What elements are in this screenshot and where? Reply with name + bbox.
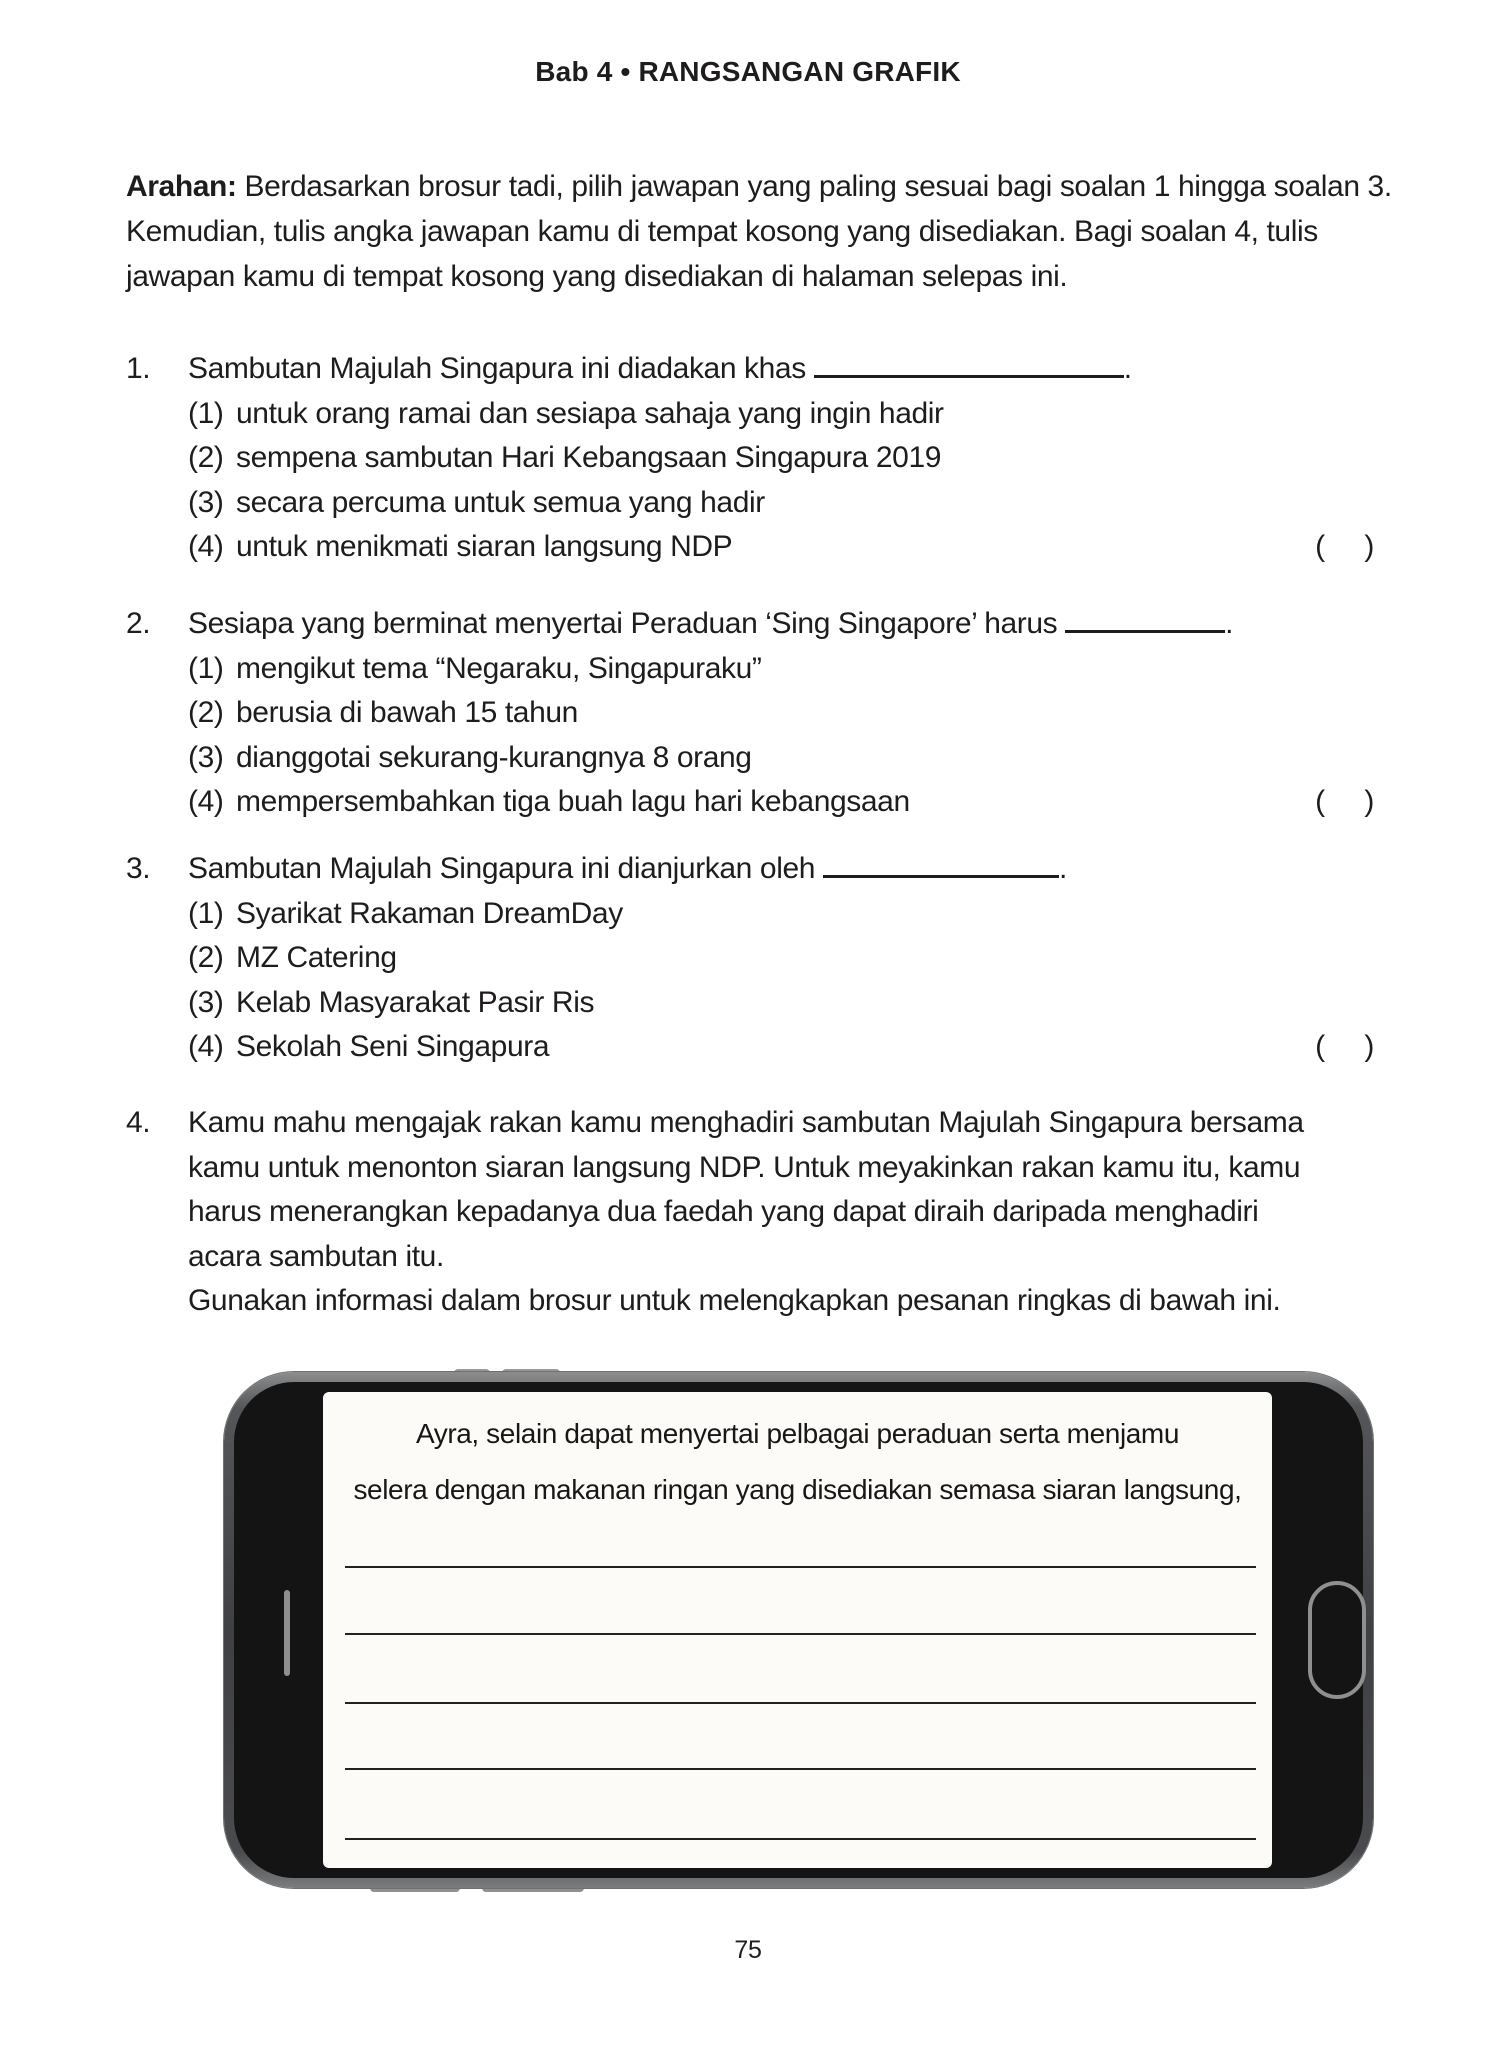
message-text-line1: Ayra, selain dapat menyertai pelbagai peraduan serta menjamu (415, 1418, 1180, 1449)
question-stem: Sesiapa yang berminat menyertai Peraduan ‘Sing Singapore’ harus . (188, 607, 1234, 640)
options-list (188, 392, 1388, 570)
question-paragraph: Kamu mahu mengajak rakan kamu menghadiri sambutan Majulah Singapura bersama kamu untuk menonton siaran langsung NDP. Untuk meyakinkan rakan kamu itu, kamu harus menerangkan kepadanya dua faedah yang dapat diraih daripada menghadiri acara sambutan itu. (188, 1106, 1304, 1273)
question-1 (126, 347, 1388, 570)
answer-blank (1065, 607, 1225, 633)
option-row: (1) mengikut tema “Negaraku, Singapuraku” (188, 651, 762, 685)
question-paragraph: Gunakan informasi dalam brosur untuk melengkapkan pesanan ringkas di bawah ini. (188, 1284, 1281, 1317)
home-button-icon (1308, 1581, 1366, 1699)
option-row: (4) Sekolah Seni Singapura ( ) (188, 1025, 1388, 1070)
question-stem: Sambutan Majulah Singapura ini dianjurkan oleh . (188, 852, 1067, 885)
option-row: (4) untuk menikmati siaran langsung NDP ( ) (188, 525, 1388, 570)
writing-line (345, 1566, 1256, 1568)
writing-line (345, 1768, 1256, 1770)
question-2 (126, 602, 1388, 825)
question-number: 4. (126, 1106, 151, 1139)
option-row: (4) mempersembahkan tiga buah lagu hari kebangsaan ( ) (188, 780, 1388, 825)
writing-line (345, 1702, 1256, 1704)
answer-blank (814, 352, 1124, 378)
phone-screen (323, 1392, 1272, 1868)
answer-bracket: ( ) (1315, 530, 1374, 563)
writing-line (345, 1633, 1256, 1635)
option-row: (2) berusia di bawah 15 tahun (188, 696, 578, 729)
earpiece-speaker-icon (284, 1590, 290, 1676)
option-row: (3) dianggotai sekurang-kurangnya 8 orang (188, 740, 752, 774)
option-row: (2) sempena sambutan Hari Kebangsaan Singapura 2019 (188, 441, 942, 474)
answer-bracket: ( ) (1315, 1030, 1374, 1063)
option-row: (2) MZ Catering (188, 941, 397, 974)
question-stem: Sambutan Majulah Singapura ini diadakan khas . (188, 352, 1132, 385)
options-list (188, 892, 1388, 1070)
instructions (126, 164, 1394, 299)
option-row: (1) Syarikat Rakaman DreamDay (188, 896, 623, 930)
instructions-label: Arahan: (126, 170, 237, 203)
question-4 (126, 1101, 1388, 1324)
option-row: (3) Kelab Masyarakat Pasir Ris (188, 985, 595, 1019)
page-number: 75 (734, 1936, 762, 1964)
option-row: (3) secara percuma untuk semua yang hadir (188, 485, 765, 519)
question-number: 3. (126, 852, 151, 885)
option-row: (1) untuk orang ramai dan sesiapa sahaja yang ingin hadir (188, 396, 944, 430)
writing-line (345, 1838, 1256, 1840)
instructions-text: Berdasarkan brosur tadi, pilih jawapan yang paling sesuai bagi soalan 1 hingga soalan 3. Kemudian, tulis angka jawapan kamu di tempat kosong yang disediakan. Bagi soalan 4, tulis jawapan kamu di tempat kosong yang disediakan di halaman selepas ini. (126, 170, 1392, 293)
options-list (188, 647, 1388, 825)
message-text-line2: selera dengan makanan ringan yang disediakan semasa siaran langsung, (353, 1474, 1242, 1505)
question-number: 1. (126, 352, 151, 385)
question-3 (126, 847, 1388, 1070)
answer-bracket: ( ) (1315, 785, 1374, 818)
phone-illustration (224, 1372, 1373, 1888)
question-number: 2. (126, 607, 151, 640)
chapter-header: Bab 4 • RANGSANGAN GRAFIK (535, 56, 961, 87)
answer-blank (823, 852, 1059, 878)
